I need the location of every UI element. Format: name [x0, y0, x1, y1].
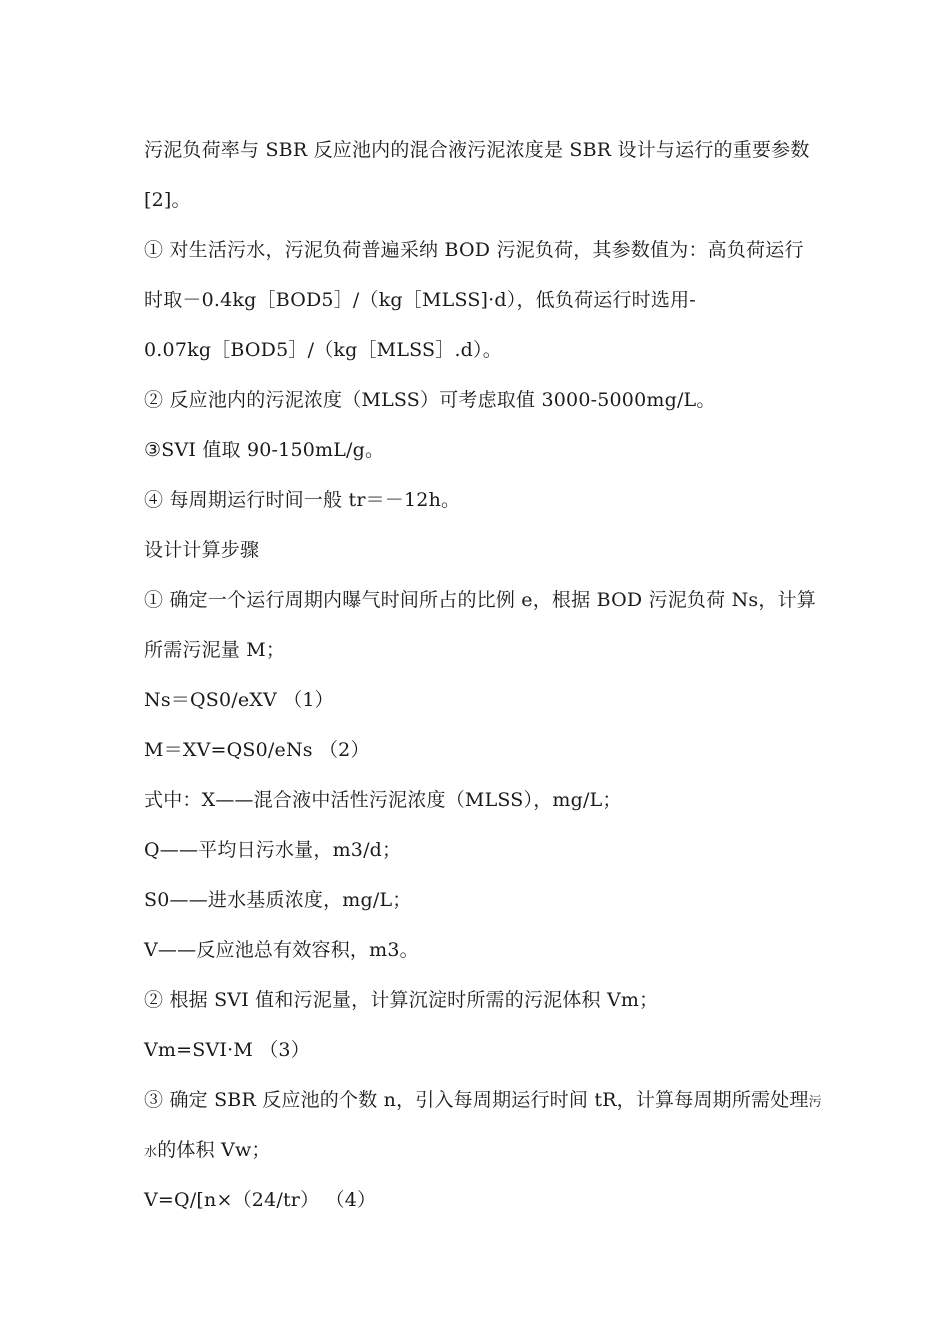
formula-4: V=Q/[n×（24/tr） （4）	[144, 1189, 377, 1211]
formula-1: Ns＝QS0/eXV （1）	[144, 689, 334, 711]
text-line-15: Q——平均日污水量，m3/d；	[144, 839, 402, 861]
text-line-16: S0——进水基质浓度，mg/L；	[144, 889, 412, 911]
text-line-11: 所需污泥量 M；	[144, 639, 286, 661]
text-line-1: 污泥负荷率与 SBR 反应池内的混合液污泥浓度是 SBR 设计与运行的重要参数	[144, 139, 810, 161]
text-line-10: ① 确定一个运行周期内曝气时间所占的比例 e，根据 BOD 污泥负荷 Ns，计算	[144, 589, 816, 611]
text-line-21	[144, 1137, 824, 1166]
text-line-17: V——反应池总有效容积，m3。	[144, 939, 419, 961]
text-line-5: 0.07kg［BOD5］/（kg［MLSS］.d）。	[144, 339, 502, 361]
text-line-20-main: ③ 确定 SBR 反应池的个数 n，引入每周期运行时间 tR，计算每周期所需处理	[144, 1089, 809, 1111]
formula-2: M＝XV=QS0/eNs （2）	[144, 739, 370, 761]
text-line-3: ① 对生活污水，污泥负荷普遍采纳 BOD 污泥负荷，其参数值为：高负荷运行	[144, 239, 804, 261]
formula-3: Vm=SVI·M （3）	[144, 1039, 310, 1061]
text-line-8: ④ 每周期运行时间一般 tr＝－12h。	[144, 489, 461, 511]
text-line-18: ② 根据 SVI 值和污泥量，计算沉淀时所需的污泥体积 Vm；	[144, 989, 659, 1011]
text-line-21-main: 的体积 Vw；	[157, 1139, 271, 1161]
text-line-2: [2]。	[144, 189, 191, 211]
text-line-20-small: 污	[808, 1095, 822, 1110]
text-line-7: ③SVI 值取 90-150mL/g。	[144, 439, 385, 461]
section-heading: 设计计算步骤	[144, 539, 260, 561]
text-line-4: 时取－0.4kg［BOD5］/（kg［MLSS]·d），低负荷运行时选用-	[144, 289, 696, 311]
text-line-21-small: 水	[144, 1145, 158, 1160]
text-line-6: ② 反应池内的污泥浓度（MLSS）可考虑取值 3000-5000mg/L。	[144, 389, 716, 411]
text-line-20	[144, 1087, 824, 1116]
text-line-14: 式中：X——混合液中活性污泥浓度（MLSS），mg/L；	[144, 789, 622, 811]
